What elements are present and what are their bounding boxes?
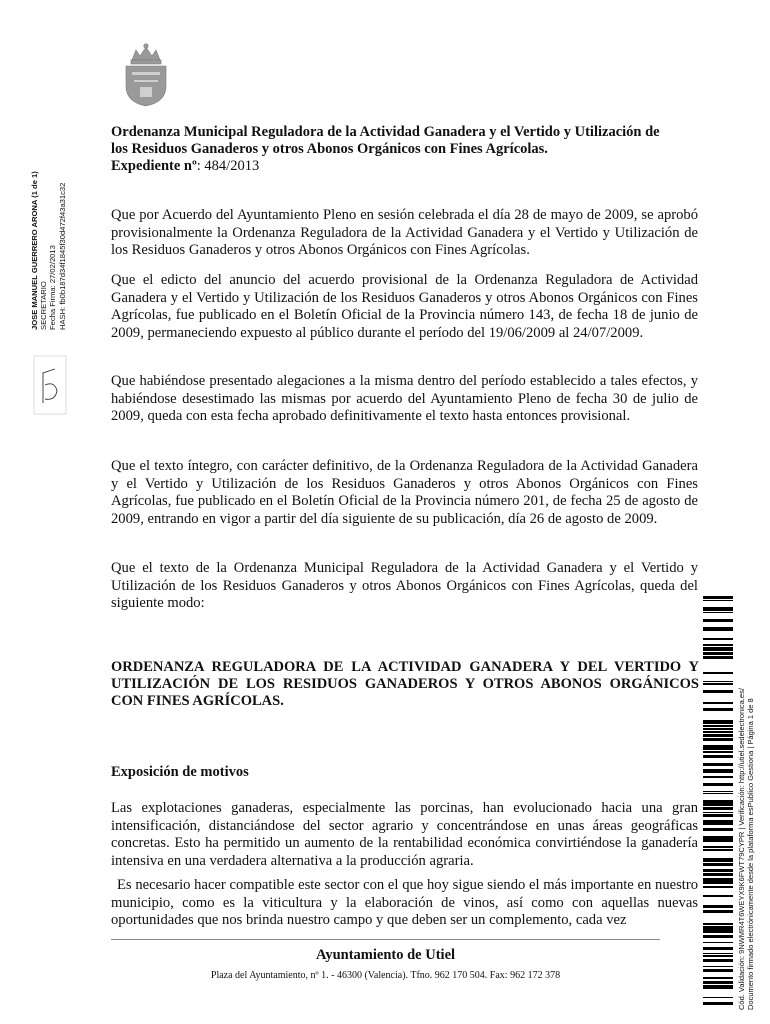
barcode-bar bbox=[703, 672, 733, 674]
signature-hash: HASH: fb0b187d34f1845f30d472f43a31c32 bbox=[57, 182, 67, 330]
barcode-bar bbox=[703, 770, 733, 773]
barcode-bar bbox=[703, 942, 733, 943]
barcode-bar bbox=[703, 738, 733, 741]
barcode-bar bbox=[703, 861, 733, 862]
barcode-bar bbox=[703, 725, 733, 727]
barcode-bar bbox=[703, 751, 733, 753]
barcode-bar bbox=[703, 720, 733, 723]
barcode-bar bbox=[703, 755, 733, 758]
barcode-bar bbox=[703, 747, 733, 750]
barcode-bar bbox=[703, 910, 733, 913]
barcode-bar bbox=[703, 988, 733, 989]
barcode-bar bbox=[703, 791, 733, 792]
barcode-bar bbox=[703, 828, 733, 831]
barcode-bar bbox=[703, 997, 733, 998]
barcode-bar bbox=[703, 927, 733, 930]
title-line-2: los Residuos Ganaderos y otros Abonos Orgánicos con Fines Agrícolas. bbox=[111, 141, 548, 157]
barcode-icon bbox=[703, 596, 733, 1008]
barcode-bar bbox=[703, 728, 733, 730]
barcode-bar bbox=[703, 860, 733, 861]
barcode-bar bbox=[703, 905, 733, 906]
barcode-bar bbox=[703, 596, 733, 598]
barcode-bar bbox=[703, 849, 733, 851]
municipal-crest-icon bbox=[118, 42, 174, 108]
barcode-bar bbox=[703, 947, 733, 948]
barcode-bar bbox=[703, 803, 733, 806]
barcode-bar bbox=[703, 644, 733, 646]
title-line-1: Ordenanza Municipal Reguladora de la Actividad Ganadera y el Vertido y Utilización de bbox=[111, 124, 660, 140]
barcode-bar bbox=[703, 763, 733, 766]
barcode-bar bbox=[703, 981, 733, 984]
paragraph: Que el edicto del anuncio del acuerdo provisional de la Ordenanza Reguladora de Actividad Ganadera y el Vertido y Utilización de los Residuos Ganaderos y otros Abonos Orgánicos con Fines Agrícolas, fue publicado en el Boletín Oficial de la Provincia número 143, de fecha 18 de junio de 2009, permaneciendo expuesto al público durante el período del 19/06/2009 al 24/07/2009. bbox=[111, 272, 698, 341]
barcode-bar bbox=[703, 807, 733, 810]
paragraph: Las explotaciones ganaderas, especialmente las porcinas, han evolucionado hacia una gran intensificación, distanciándose del sector agrario y concentrándose en unas áreas geográficas concretas. Esto ha permitido un aumento de la rentabilidad económica convirtiéndose la ganadería intensiva en una verdadera alternativa a la producción agraria. bbox=[111, 800, 698, 869]
barcode-bar bbox=[703, 745, 733, 747]
barcode-bar bbox=[703, 708, 733, 711]
verification-code: Cód. Validación: 9NWMR4T6WEYX9K6FWT79CYPR | Verificación: http://utiel.sedelectronica.es/ bbox=[737, 688, 746, 1010]
barcode-bar bbox=[703, 800, 733, 803]
barcode-bar bbox=[703, 628, 733, 631]
barcode-bar bbox=[703, 923, 733, 925]
paragraph: Que el texto íntegro, con carácter definitivo, de la Ordenanza Reguladora de la Actividad Ganadera y el Vertido y Utilización de los Residuos Ganaderos y otros Abonos Orgánicos con Fines Agrícolas, fue publicado en el Boletín Oficial de la Provincia número 201, de fecha 25 de agosto de 2009, entrando en vigor a partir del día siguiente de su publicación, día 26 de agosto de 2009. bbox=[111, 458, 698, 527]
barcode-bar bbox=[703, 977, 733, 979]
ordinance-title: ORDENANZA REGULADORA DE LA ACTIVIDAD GANADERA Y DEL VERTIDO Y UTILIZACIÓN DE LOS RESIDUOS GANADEROS Y OTROS ABONOS ORGÁNICOS CON FINES AGRÍCOLAS. bbox=[111, 659, 699, 709]
barcode-bar bbox=[703, 647, 733, 649]
barcode-bar bbox=[703, 649, 733, 650]
barcode-bar bbox=[703, 1002, 733, 1005]
barcode-bar bbox=[703, 650, 733, 651]
barcode-bar bbox=[703, 690, 733, 693]
barcode-bar bbox=[703, 953, 733, 954]
barcode-bar bbox=[703, 734, 733, 737]
section-title: Exposición de motivos bbox=[111, 764, 249, 780]
barcode-bar bbox=[703, 955, 733, 957]
expediente-value: : 484/2013 bbox=[196, 158, 260, 174]
barcode-bar bbox=[703, 858, 733, 860]
barcode-bar bbox=[703, 610, 733, 611]
barcode-bar bbox=[703, 598, 733, 599]
barcode-bar bbox=[703, 731, 733, 733]
barcode-bar bbox=[703, 846, 733, 848]
barcode-bar bbox=[703, 723, 733, 724]
verification-platform: Documento firmado electrónicamente desde la plataforma esPublico Gestiona | Página 1 de 8 bbox=[746, 698, 755, 1010]
barcode-bar bbox=[703, 875, 733, 876]
barcode-bar bbox=[703, 683, 733, 685]
barcode-bar bbox=[703, 966, 733, 967]
barcode-bar bbox=[703, 863, 733, 866]
barcode-bar bbox=[703, 881, 733, 884]
barcode-bar bbox=[703, 769, 733, 770]
barcode-bar bbox=[703, 926, 733, 927]
barcode-bar bbox=[703, 703, 733, 704]
footer-divider bbox=[111, 939, 660, 940]
barcode-bar bbox=[703, 681, 733, 682]
barcode-bar bbox=[703, 776, 733, 778]
barcode-bar bbox=[703, 878, 733, 881]
barcode-bar bbox=[703, 612, 733, 613]
barcode-bar bbox=[703, 619, 733, 622]
barcode-bar bbox=[703, 793, 733, 794]
paragraph: Que por Acuerdo del Ayuntamiento Pleno en sesión celebrada el día 28 de mayo de 2009, se aprobó provisionalmente la Ordenanza Reguladora de la Actividad Ganadera y el Vertido y Utilización de los Residuos Ganaderos y otros Abonos Orgánicos con Fines Agrícolas. bbox=[111, 207, 698, 258]
barcode-bar bbox=[703, 836, 733, 839]
signer-name: JOSE MANUEL GUERRERO ARONA (1 de 1) bbox=[30, 171, 39, 330]
paragraph: Que habiéndose presentado alegaciones a la misma dentro del período establecido a tales efectos, y habiéndose desestimado las mismas por acuerdo del Ayuntamiento Pleno de fecha 30 de julio de 2009, queda con esta fecha aprobado definitivamente el texto hasta entonces provisional. bbox=[111, 373, 698, 424]
paragraph: Es necesario hacer compatible este sector con el que hoy sigue siendo el más importante en nuestro municipio, como es la viticultura y la elaboración de vinos, así como con aquellas nuevas oportunidades que nos brinda nuestro campo y que deben ser un complemento, cada vez bbox=[111, 877, 698, 928]
barcode-bar bbox=[703, 873, 733, 875]
barcode-bar bbox=[703, 638, 733, 640]
barcode-bar bbox=[703, 783, 733, 786]
barcode-bar bbox=[703, 935, 733, 938]
paragraph: Que el texto de la Ordenanza Municipal Reguladora de la Actividad Ganadera y el Vertido y Utilización de los Residuos Ganaderos y otros Abonos Orgánicos con Fines Agrícolas, queda del siguiente modo: bbox=[111, 560, 698, 611]
signature-mark-icon bbox=[33, 355, 67, 415]
barcode-bar bbox=[703, 608, 733, 610]
barcode-bar bbox=[703, 930, 733, 933]
barcode-bar bbox=[703, 906, 733, 908]
barcode-bar bbox=[703, 886, 733, 888]
barcode-bar bbox=[703, 869, 733, 872]
barcode-bar bbox=[703, 895, 733, 897]
footer-name: Ayuntamiento de Utiel bbox=[315, 947, 456, 963]
barcode-bar bbox=[703, 814, 733, 817]
document-heading bbox=[111, 124, 701, 175]
footer-address: Plaza del Ayuntamiento, nº 1. - 46300 (Valencia). Tfno. 962 170 504. Fax: 962 172 378 bbox=[210, 970, 561, 981]
barcode-bar bbox=[703, 600, 733, 601]
barcode-bar bbox=[703, 970, 733, 972]
barcode-bar bbox=[703, 627, 733, 628]
barcode-bar bbox=[703, 823, 733, 825]
barcode-bar bbox=[703, 959, 733, 962]
barcode-bar bbox=[703, 652, 733, 655]
barcode-bar bbox=[703, 702, 733, 703]
signer-role: SECRETARIO bbox=[39, 281, 49, 330]
barcode-bar bbox=[703, 949, 733, 950]
barcode-bar bbox=[703, 839, 733, 842]
barcode-bar bbox=[703, 820, 733, 823]
signature-date: Fecha Firma: 27/02/2013 bbox=[48, 245, 58, 330]
barcode-bar bbox=[703, 969, 733, 970]
barcode-bar bbox=[703, 985, 733, 988]
expediente-line bbox=[111, 158, 701, 175]
barcode-bar bbox=[703, 656, 733, 659]
barcode-bar bbox=[703, 948, 733, 949]
barcode-bar bbox=[703, 812, 733, 813]
expediente-label: Expediente nº bbox=[111, 158, 197, 174]
barcode-bar bbox=[703, 607, 733, 608]
